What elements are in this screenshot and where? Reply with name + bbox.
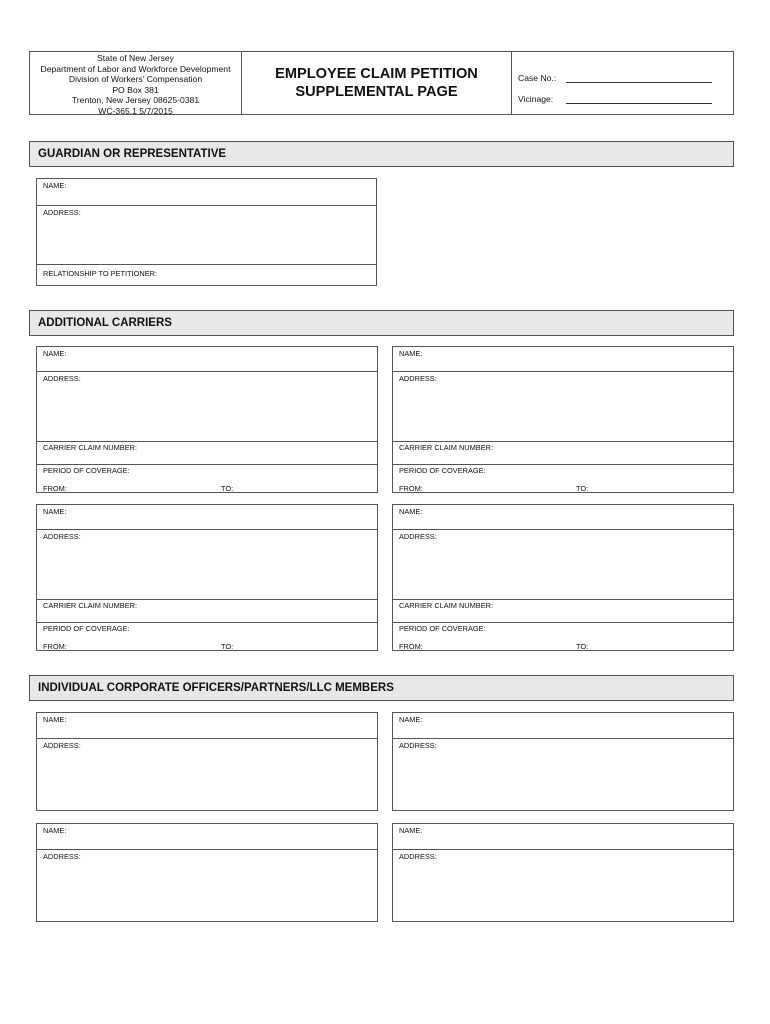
carrier-form: [36, 346, 378, 493]
carrier-name-field[interactable]: [393, 347, 733, 372]
case-info: [512, 52, 733, 114]
field-label: ADDRESS:: [399, 852, 437, 861]
officer-name-field[interactable]: [393, 713, 733, 739]
field-label: ADDRESS:: [43, 532, 81, 541]
guardian-name-field[interactable]: [37, 179, 376, 206]
from-label: FROM:: [43, 642, 67, 651]
title-line: EMPLOYEE CLAIM PETITION: [275, 66, 478, 82]
officer-address-field[interactable]: [393, 850, 733, 921]
case-no-label: Case No.:: [518, 73, 557, 83]
field-label: PERIOD OF COVERAGE:: [43, 624, 130, 633]
field-label: ADDRESS:: [43, 374, 81, 383]
guardian-form: [36, 178, 377, 286]
field-label: NAME:: [43, 715, 67, 724]
officer-name-field[interactable]: [37, 824, 377, 850]
guardian-relationship-field[interactable]: [37, 265, 376, 285]
section-guardian: GUARDIAN OR REPRESENTATIVE: [29, 141, 734, 167]
carrier-coverage-field[interactable]: [393, 465, 733, 492]
guardian-address-field[interactable]: [37, 206, 376, 265]
field-label: NAME:: [399, 507, 423, 516]
carrier-address-field[interactable]: [393, 530, 733, 600]
field-label: NAME:: [399, 826, 423, 835]
officer-form: [36, 823, 378, 922]
section-carriers: ADDITIONAL CARRIERS: [29, 310, 734, 336]
field-label: NAME:: [43, 826, 67, 835]
carrier-form: [392, 504, 734, 651]
carrier-address-field[interactable]: [393, 372, 733, 442]
officer-address-field[interactable]: [37, 850, 377, 921]
agency-block: [30, 52, 242, 114]
carrier-name-field[interactable]: [37, 347, 377, 372]
field-label: CARRIER CLAIM NUMBER:: [43, 443, 138, 452]
carrier-name-field[interactable]: [37, 505, 377, 530]
field-label: CARRIER CLAIM NUMBER:: [399, 443, 494, 452]
field-label: NAME:: [399, 715, 423, 724]
field-label: CARRIER CLAIM NUMBER:: [43, 601, 138, 610]
agency-line: WC-365.1 5/7/2015: [98, 105, 173, 116]
vicinage-field[interactable]: [566, 93, 712, 104]
to-label: TO:: [576, 642, 589, 651]
to-label: TO:: [221, 642, 234, 651]
field-label: ADDRESS:: [43, 741, 81, 750]
case-no-field[interactable]: [566, 72, 712, 83]
field-label: ADDRESS:: [399, 532, 437, 541]
field-label: ADDRESS:: [399, 374, 437, 383]
field-label: NAME:: [43, 507, 67, 516]
section-officers: INDIVIDUAL CORPORATE OFFICERS/PARTNERS/LLC MEMBERS: [29, 675, 734, 701]
field-label: PERIOD OF COVERAGE:: [399, 624, 486, 633]
title-line: SUPPLEMENTAL PAGE: [295, 84, 458, 100]
carrier-address-field[interactable]: [37, 372, 377, 442]
form-title: [242, 52, 512, 114]
field-label: CARRIER CLAIM NUMBER:: [399, 601, 494, 610]
carrier-coverage-field[interactable]: [393, 623, 733, 650]
field-label: ADDRESS:: [43, 208, 81, 217]
officer-address-field[interactable]: [393, 739, 733, 810]
from-label: FROM:: [43, 484, 67, 493]
field-label: PERIOD OF COVERAGE:: [43, 466, 130, 475]
form-header: [29, 51, 734, 115]
agency-line: Trenton, New Jersey 08625-0381: [71, 95, 200, 106]
carrier-coverage-field[interactable]: [37, 623, 377, 650]
field-label: ADDRESS:: [43, 852, 81, 861]
carrier-claim-number-field[interactable]: [393, 600, 733, 623]
agency-line: Department of Labor and Workforce Development: [40, 63, 231, 74]
field-label: NAME:: [399, 349, 423, 358]
agency-line: Division of Workers’ Compensation: [68, 74, 203, 85]
from-label: FROM:: [399, 642, 423, 651]
officer-name-field[interactable]: [37, 713, 377, 739]
vicinage-label: Vicinage:: [518, 94, 554, 104]
officer-name-field[interactable]: [393, 824, 733, 850]
carrier-claim-number-field[interactable]: [393, 442, 733, 465]
agency-line: PO Box 381: [112, 84, 159, 95]
agency-line: State of New Jersey: [97, 53, 174, 63]
from-label: FROM:: [399, 484, 423, 493]
field-label: NAME:: [43, 349, 67, 358]
field-label: ADDRESS:: [399, 741, 437, 750]
carrier-name-field[interactable]: [393, 505, 733, 530]
to-label: TO:: [576, 484, 589, 493]
carrier-claim-number-field[interactable]: [37, 442, 377, 465]
carrier-form: [36, 504, 378, 651]
field-label: PERIOD OF COVERAGE:: [399, 466, 486, 475]
officer-form: [392, 823, 734, 922]
carrier-claim-number-field[interactable]: [37, 600, 377, 623]
carrier-coverage-field[interactable]: [37, 465, 377, 492]
carrier-address-field[interactable]: [37, 530, 377, 600]
officer-form: [36, 712, 378, 811]
field-label: NAME:: [43, 181, 67, 190]
field-label: RELATIONSHIP TO PETITIONER:: [43, 269, 158, 278]
carrier-form: [392, 346, 734, 493]
to-label: TO:: [221, 484, 234, 493]
officer-form: [392, 712, 734, 811]
officer-address-field[interactable]: [37, 739, 377, 810]
